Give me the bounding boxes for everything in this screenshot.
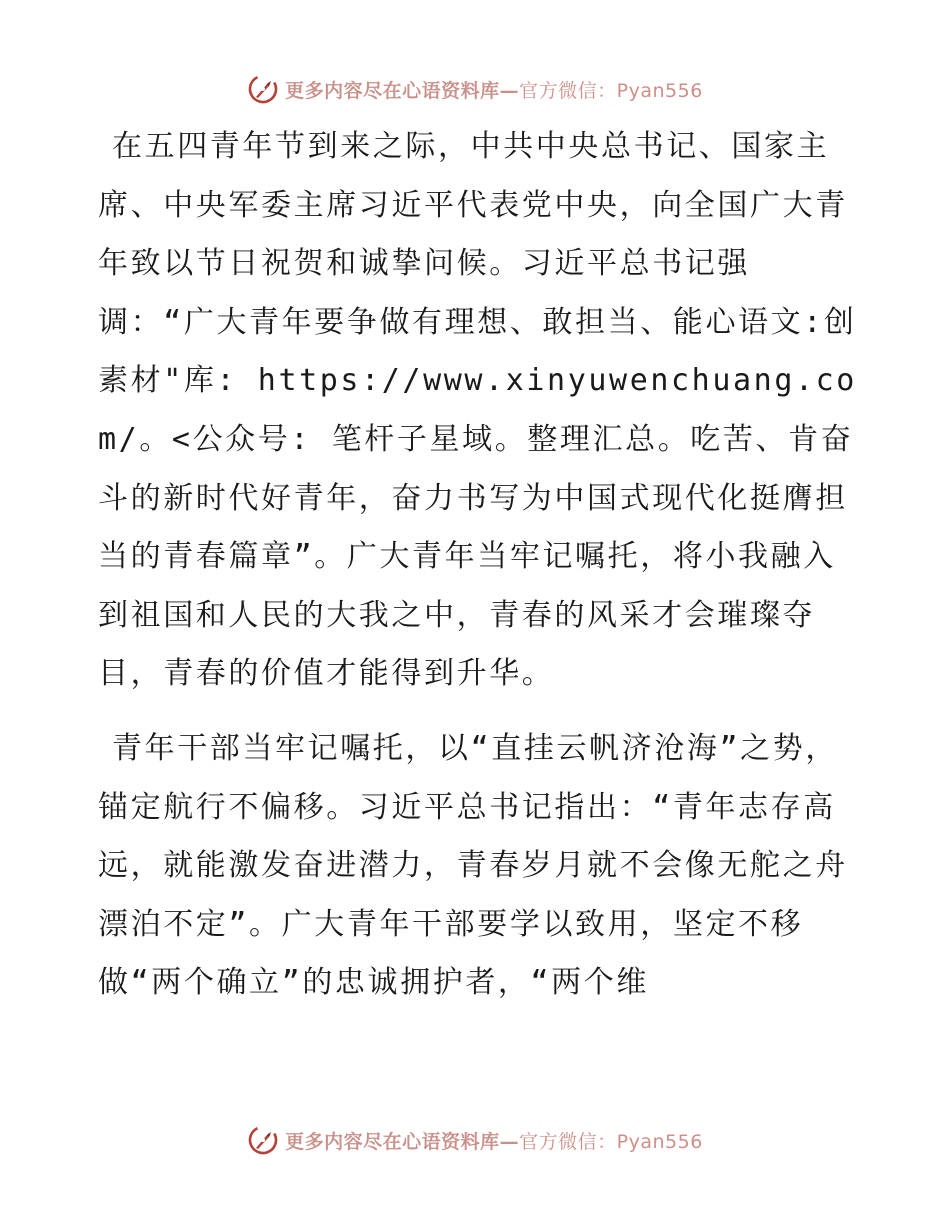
banner-text: 更多内容尽在心语资料库—官方微信：Pyan556 <box>285 1130 703 1153</box>
document-body <box>98 118 858 1013</box>
pen-nib-logo-icon <box>247 1124 279 1156</box>
banner-text: 更多内容尽在心语资料库—官方微信：Pyan556 <box>285 79 703 102</box>
pen-nib-logo-icon <box>247 73 279 105</box>
header-banner <box>0 72 950 106</box>
paragraph-1: 在五四青年节到来之际，中共中央总书记、国家主席、中央军委主席习近平代表党中央，向全国广大青年致以节日祝贺和诚挚问候。习近平总书记强调：“广大青年要争做有理想、敢担当、能心语文:创素材"库: https://www.xinyuwenchuang.com/。<公众号: 笔杆子星域。整理汇总。吃苦、肯奋斗的新时代好青年，奋力书写为中国式现代化挺膺担当的青春篇章”。广大青年当牢记嘱托，将小我融入到祖国和人民的大我之中，青春的风采才会璀璨夺目，青春的价值才能得到升华。 <box>98 129 857 692</box>
footer-banner <box>0 1123 950 1157</box>
banner-wechat: 官方微信：Pyan556 <box>519 79 703 102</box>
paragraph-2: 青年干部当牢记嘱托，以“直挂云帆济沧海”之势，锚定航行不偏移。习近平总书记指出：“青年志存高远，就能激发奋进潜力，青春岁月就不会像无舵之舟漂泊不定”。广大青年干部要学以致用，坚定不移做“两个确立”的忠诚拥护者，“两个维 <box>98 730 848 1001</box>
banner-wechat: 官方微信：Pyan556 <box>519 1130 703 1153</box>
